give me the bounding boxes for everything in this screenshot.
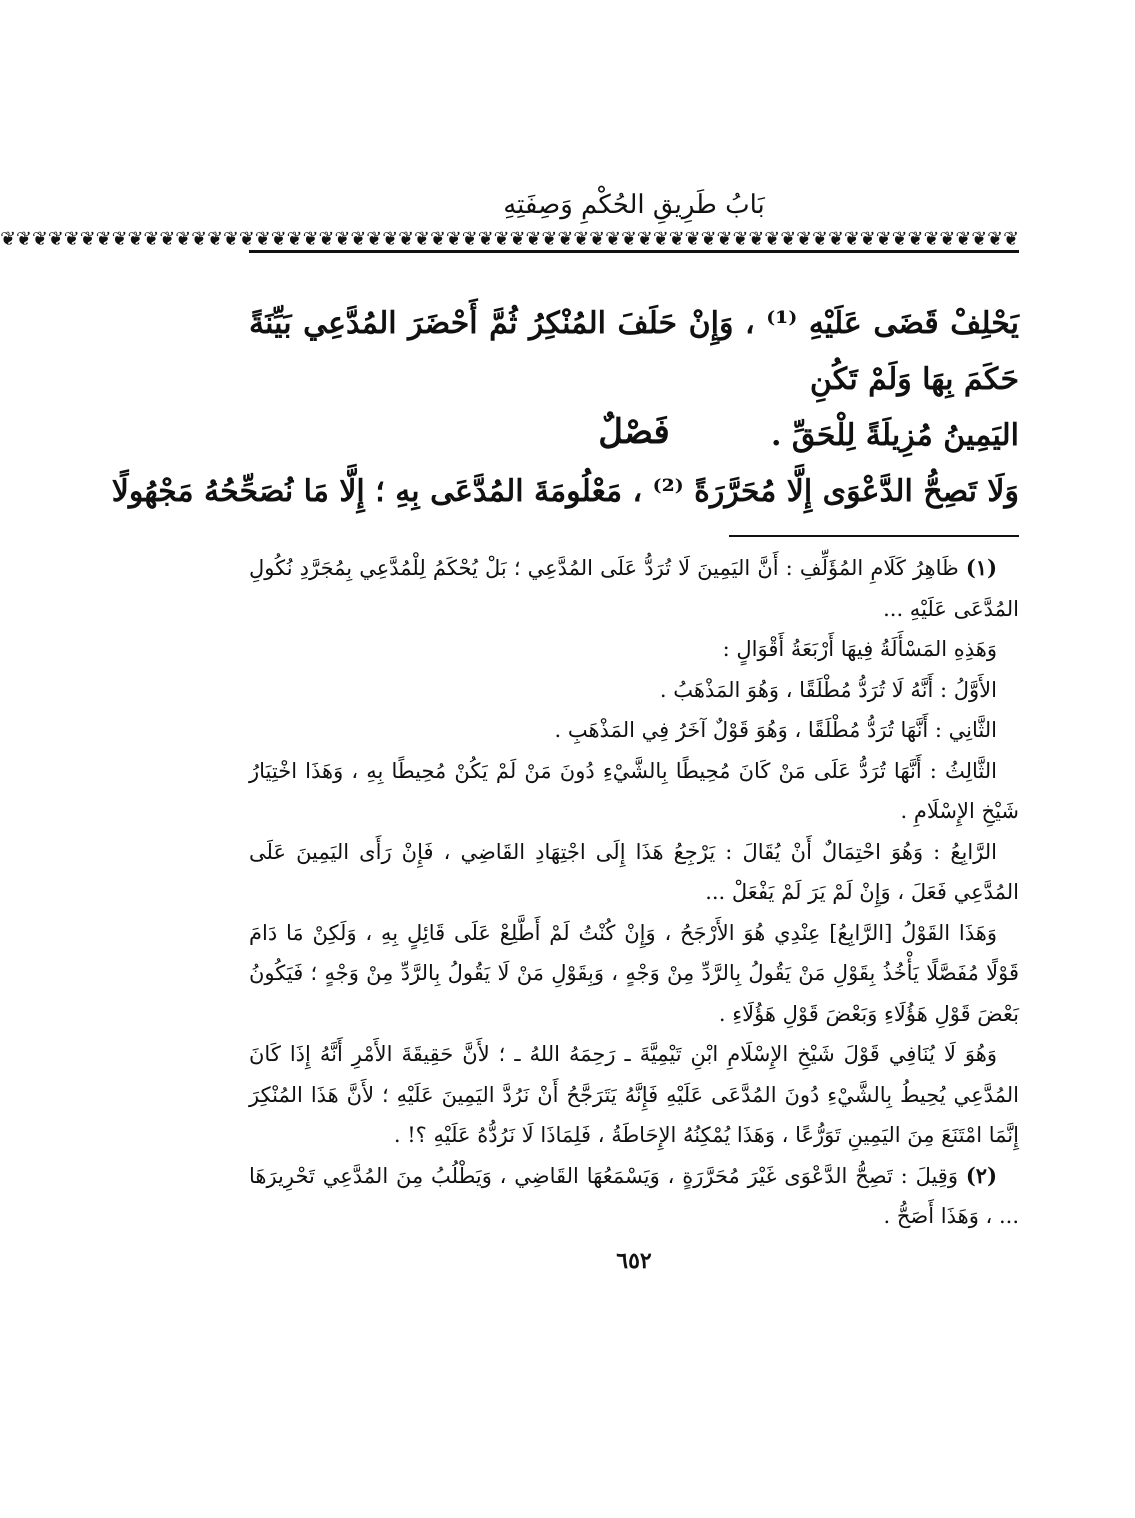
footnote-2 — [249, 1156, 1019, 1237]
running-header: بَابُ طَرِيقِ الحُكْمِ وَصِفَتِهِ — [503, 190, 765, 220]
header-divider — [249, 250, 1019, 253]
main-text-line: يَحْلِفْ قَضَى عَلَيْهِ ⁽¹⁾ ، وَإِنْ حَلَفَ المُنْكِرُ ثُمَّ أَحْضَرَ المُدَّعِي بَيِّنَةً حَكَمَ بِهَا وَلَمْ تَكُنِ — [249, 306, 1019, 397]
footnote-paragraph: الأَوَّلُ : أَنَّهُ لَا تُرَدُّ مُطْلَقًا ، وَهُوَ المَذْهَبُ . — [659, 677, 997, 702]
header-ornament-border: ❦❦❦❦❦❦❦❦❦❦❦❦❦❦❦❦❦❦❦❦❦❦❦❦❦❦❦❦❦❦❦❦❦❦❦❦❦❦❦❦❦❦❦❦❦❦❦❦❦❦❦❦❦❦❦❦❦❦❦❦❦❦❦❦ — [0, 228, 1019, 250]
section-heading: فَصْلٌ — [598, 412, 670, 452]
footnote-1 — [249, 548, 1019, 629]
footnote-paragraph: الثَّانِي : أَنَّهَا تُرَدُّ مُطْلَقًا ، وَهُوَ قَوْلٌ آخَرُ فِي المَذْهَبِ . — [554, 718, 997, 742]
footnote-paragraph: وَهَذِهِ المَسْأَلَةُ فِيهَا أَرْبَعَةُ أَقْوَالٍ : — [722, 637, 997, 661]
footnote-paragraph: وَهَذَا القَوْلُ [الرَّابِعُ] عِنْدِي هُوَ الأَرْجَحُ ، وَإِنْ كُنْتُ لَمْ أَطَّلِعْ عَلَى قَائِلٍ بِهِ ، وَلَكِنْ مَا دَامَ قَوْلًا مُفَصَّلًا يَأْخُذُ بِقَوْلِ مَنْ يَقُولُ بِالرَّدِّ مِنْ وَجْهٍ ، وَبِقَوْلِ مَنْ لَا يَقُولُ بِالرَّدِّ مِنْ وَجْهٍ ؛ فَيَكُونُ بَعْضَ قَوْلِ هَؤُلَاءِ وَبَعْضَ قَوْلِ هَؤُلَاءِ . — [249, 920, 1019, 1026]
footnote-paragraph: الثَّالِثُ : أَنَّهَا تُرَدُّ عَلَى مَنْ كَانَ مُحِيطًا بِالشَّيْءِ دُونَ مَنْ لَمْ يَكُنْ مُحِيطًا بِهِ ، وَهَذَا اخْتِيَارُ شَيْخِ الإِسْلَامِ . — [249, 758, 1019, 823]
footnote-separator — [729, 535, 1019, 537]
footnote-text: وَقِيلَ : تَصِحُّ الدَّعْوَى غَيْرَ مُحَرَّرَةٍ ، وَيَسْمَعُهَا القَاضِي ، وَيَطْلُبُ مِنَ المُدَّعِي تَحْرِيرَهَا ... ، وَهَذَا أَصَحُّ . — [249, 1163, 1019, 1228]
footnote-number: (١) — [965, 555, 997, 580]
footnote-number: (٢) — [965, 1162, 997, 1188]
main-text-line: وَلَا تَصِحُّ الدَّعْوَى إِلَّا مُحَرَّرَةً ⁽²⁾ ، مَعْلُومَةَ المُدَّعَى بِهِ ؛ إِلَّا مَا نُصَحِّحُهُ مَجْهُولًا — [111, 474, 1019, 509]
page-number: ٦٥٢ — [616, 1248, 652, 1274]
main-text-line: اليَمِينُ مُزِيلَةً لِلْحَقِّ . — [771, 418, 1019, 453]
footnotes-block — [249, 548, 1019, 1237]
footnote-paragraph: الرَّابِعُ : وَهُوَ احْتِمَالٌ أَنْ يُقَالَ : يَرْجِعُ هَذَا إِلَى اجْتِهَادِ القَاضِي ، فَإِنْ رَأَى اليَمِينَ عَلَى المُدَّعِي فَعَلَ ، وَإِنْ لَمْ يَرَ لَمْ يَفْعَلْ ... — [249, 839, 1019, 904]
footnote-text: ظَاهِرُ كَلَامِ المُؤَلِّفِ : أَنَّ اليَمِينَ لَا تُرَدُّ عَلَى المُدَّعِي ؛ بَلْ يُحْكَمُ لِلْمُدَّعِي بِمُجَرَّدِ نُكُولِ المُدَّعَى عَلَيْهِ ... — [249, 556, 1019, 621]
footnote-paragraph: وَهُوَ لَا يُنَافِي قَوْلَ شَيْخِ الإِسْلَامِ ابْنِ تَيْمِيَّةَ ـ رَحِمَهُ اللهُ ـ ؛ لأَنَّ حَقِيقَةَ الأَمْرِ أَنَّهُ إِذَا كَانَ المُدَّعِي يُحِيطُ بِالشَّيْءِ دُونَ المُدَّعَى عَلَيْهِ فَإِنَّهُ يَتَرَجَّحُ أَنْ نَرُدَّ اليَمِينَ عَلَيْهِ ؛ لأَنَّ هَذَا المُنْكِرَ إِنَّمَا امْتَنَعَ مِنَ اليَمِينِ تَوَرُّعًا ، وَهَذَا يُمْكِنُهُ الإِحَاطَةُ ، فَلِمَاذَا لَا نَرُدُّهُ عَلَيْهِ ؟! . — [249, 1042, 1019, 1147]
